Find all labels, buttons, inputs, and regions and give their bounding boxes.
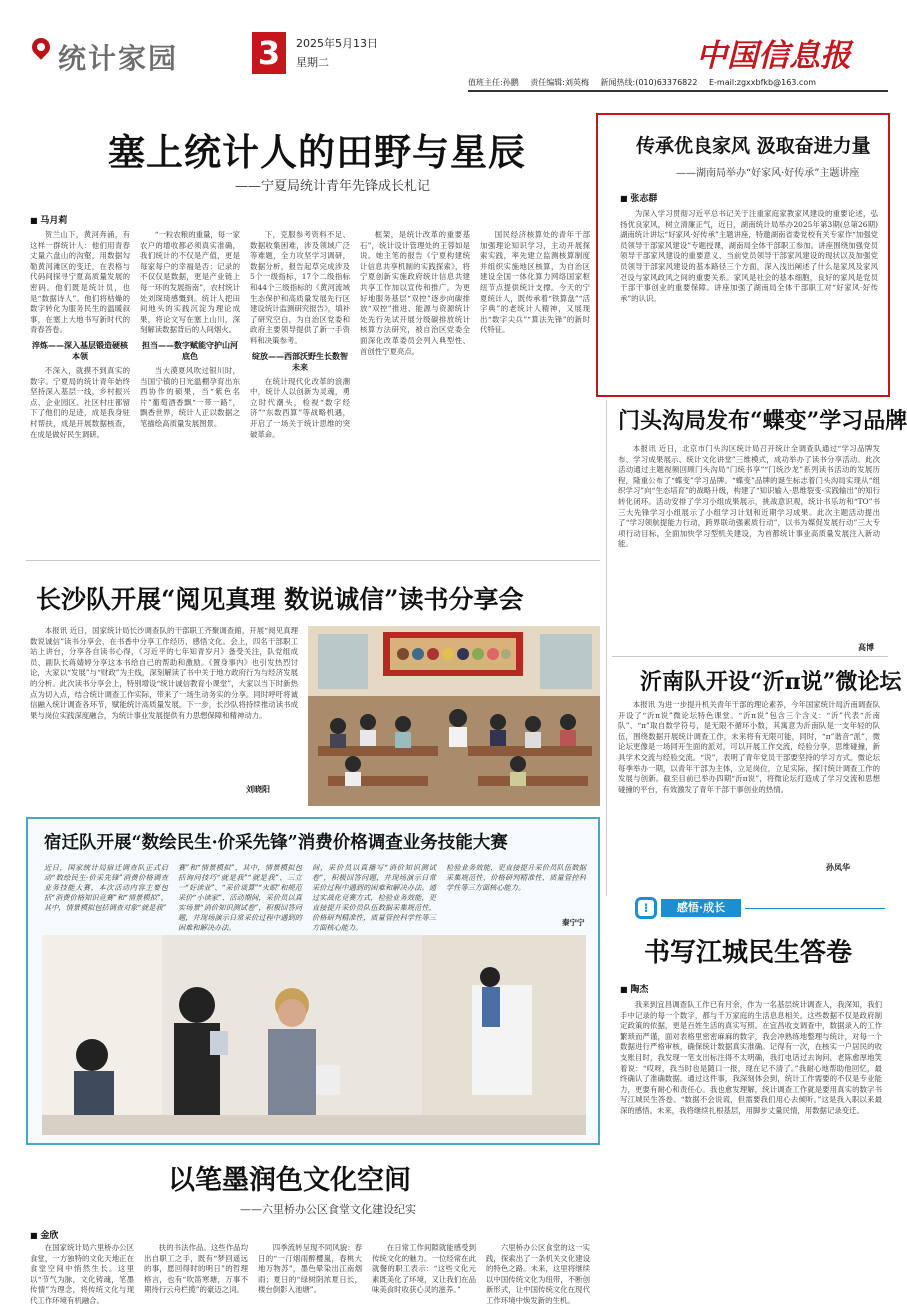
duty-editor: 值班主任:孙鹏 — [468, 78, 519, 87]
editor-bar — [468, 76, 888, 92]
editor: 责任编辑:刘英梅 — [530, 78, 589, 87]
changsha-author: 刘晓阳 — [246, 785, 270, 794]
ganshou-article-title: 书写江城民生答卷 — [644, 938, 853, 968]
liuxiqiao-column-2: 扶的书法作品。这些作品均出自职工之手，既有“梦回遥远的事，愿回得时的明日”的哲理格言，也有“吹笛寒塘，万事不期待行云舟栏揽”的豪迈之词。 — [144, 1243, 248, 1295]
lead-column-5 — [480, 230, 590, 540]
mentougou-article-body: 本报讯 近日，北京市门头沟区统计局召开统计全调查队通过“学习品牌发布、学习成果展示、统计文化讲堂”三维模式，成功举办了读书分享活动。此次活动通过主题视频回顾门头沟局“门统书享”“门统沙龙”系列读书活动的发展历程，隆重公布了“蝶变”学习品牌。“蝶变”品牌的诞生标志着门头沟局实现从“组织学习”向“生态培育”的战略升级，构建了“知识输入-思维裂变-实践输出”的知行转化闭环。活动安排了学习小组成果展示，挑战意识观，统计书乐坊和“TO”书三大先锋学习小组展示了小组学习计划和近期学习成果。此次主题活动提出了“学习领航提能力行动，跨界联动强素质行动”，以书为媒促发展行动”三大专项行动目标，全面加快学习型机关建设，为首都统计事业高质量发展注入新动能。 — [618, 444, 880, 549]
news-hotline: 新闻热线:(010)63376822 — [600, 78, 698, 87]
changsha-photo — [308, 626, 600, 806]
suqian-column-3: 间，采价员以真播写“消价知识测试卷”，积极回答问题，并现场演示日常采价过程中遇到的困难和解决办法。通过实战化竞赛方式，检验业务效能，更直接提升采价员队伍数据采集规范性，价格研判精准性，质量管控科学性等三方面核心能力。 — [312, 863, 436, 932]
ganshou-article-body: 我来到宜昌调查队工作已有月余，作为一名基层统计调查人，我深知，我们手中记录的每一个数字，都与千万家庭的生活息息相关。这些数据不仅是政府制定政策的依据，更是百姓生活的真实写照。在宜昌收支调查中，数据录入的工作繁琐而严谨，面对表格里密密麻麻的数字，我会冲熟练地整理与统计，对每一个数据进行严格审核，确保统计数据真实准确。记得有一次，在核实一户居民的收支账目时，我发现一笔支出标注得不太明确，我打电话过去询问，老陈愈厚地笑着说：“哎呀，我当时也是随口一报，现在记不清了。”我耐心地帮助他回忆，最终确认了准确数据。通过这件事，我深刻体会到，统计工作需要的不仅是专业能力，更要有耐心和责任心。我也愈发理解，统计调查工作就是要用真实的数字书写江城民生答卷。“数据不会说谎，但需要我们用心去倾听。”这是我入职以来最深的感悟。未来，我将继续扎根基层，用脚步丈量民情，用数据记录变迁。 — [620, 1000, 882, 1115]
featured-article-body: 为深入学习贯彻习近平总书记关于注重家庭家教家风建设的重要论述，弘扬优良家风，树立清廉正气，近日，湖南统计局举办2025年第3期(总第26期)湖南统计讲坛“好家风·好传承”主题讲座，特邀湖南省委党校有关专家作“加强党员领导干部家风建设”专题授课，湖南局全体干部职工参加。讲座围绕加强党员领导干部家风建设的重要意义、当前党员领导干部家风建设的现状以及加强党员领导干部家风建设的基本路径三个方面，深入浅出阐述了什么是家风及家风건设与家风政风之间的重要关系。家风是社会的基本细胞，良好的家风是党员干部干事创业的重要保障。讲座加强了湖南局全体干部职工对“好家风·好传承”的认识。 — [620, 209, 878, 303]
lead-article-byline: ■ 马月莉 — [30, 213, 67, 226]
liuxiqiao-article-subtitle: ——六里桥办公区食堂文化建设纪实 — [240, 1203, 416, 1216]
liuxiqiao-column-5: 六里桥办公区食堂的这一实践，探索出了一条机关文化建设的特色之路。未来，这里将继续以中国传统文化为纽带，不断创新形式，让中国传统文化在现代工作环境中焕发新的生机。 — [486, 1243, 590, 1305]
lead-column-3 — [250, 230, 350, 540]
lead-paragraph: 框架，是统计改革的重要基石”，统计设计管理处的王蓉如是说。她主笔的报告《宁夏构建统计信息共享机制的实践探索》，将宁夏创新实施政府统计信息共建共享工作加以宣传和推广。为更好地服务基层“双控”逐步向碳排放“双控”推进、能源与资源统计处先行先试开展分级碳排放统计核算方法研究，被自治区党委全面深化改革委员会列入典型性、首创性宁夏亮点。 — [360, 230, 470, 356]
column-divider — [606, 400, 607, 896]
lead-article-subtitle: ——宁夏局统计青年先锋成长札记 — [235, 179, 431, 194]
suqian-column-1: 近日，国家统计局宿迁调查队正式启动“数绘民生·价采先锋”消费价格调查业务技能大赛，本次活动内容主要包括“消费价格知识竞赛”和“情景模拟”，其中，情景模拟包括调查对象“就是我” — [44, 863, 168, 912]
lead-paragraph: 在统计现代化改革的浪潮中，统计人以创新为灵魂，勇立时代潮头，检视“数字经济”“东数西算”等战略机遇，开启了一场关于统计思维的突破革命。 — [250, 376, 350, 439]
featured-article-byline: ■ 张志群 — [620, 191, 657, 204]
changsha-article-body: 本报讯 近日，国家统计局长沙调查队的干部职工齐聚调查館，开展“阅见真理 数说诚信”读书分享会，在书香中分享工作经历、感悟文化。会上，四名干部职工站上讲台，分享各自读书心得，《习近平的七年知青岁月》备受关注，队党组成员、副队长蒋婧婷分享这本书给自己的帮助和激励。《置身事内》也引发热烈讨论，大家以“发展”与“财政”为主线，深刻解读了书中关于地方政府行为与经济发展的分析。此次读书分享会上，特别增设“统计诚信教育小课堂”，大家以当下时新热点为切入点，结合统计调查工作实际，带来了一场生动务实的分享。同时呼吁将诚信融入统计调查各环节，赋能统计高质量发展。下一步，长沙队将持续推动读书成果与岗位实践深度融合，为统计事业发展提供有力思想保障和精神动力。 — [30, 626, 298, 720]
lead-paragraph: “一粒农粮的重量，每一家农户的增收都必须真实准确，我们统计的不仅是产值，更是每家每户的幸福是否：记录的不仅仅是数据，更是产业链上每一环的发展指南”，农村统计处刘琛琦感慨到。统计人把田间地头的实践沉淀为理论成果，将论文写在塞上山川，深刻解读数据背后的人间烟火。 — [140, 230, 240, 335]
liuxiqiao-column-4: 在日常工作间隙就能感受到传统文化的魅力。一位经常在此就餐的职工表示：“这些文化元素既美化了环境，又让我们在品味美食时收获心灵的滋养。” — [372, 1243, 476, 1295]
lead-section-head: 担当——数字赋能守护山河底色 — [142, 340, 238, 361]
suqian-article-box — [26, 817, 600, 1145]
lead-column-4 — [360, 230, 470, 540]
lead-article-title: 塞上统计人的田野与星辰 — [108, 130, 526, 174]
liuxiqiao-article-byline: ■ 金欣 — [30, 1228, 58, 1241]
newspaper-masthead: 中国信息报 — [696, 38, 851, 74]
liuxiqiao-column-1: 在国家统计局六里桥办公区食堂，一方独特的文化天地正在食堂空间中悄然生长。这里以“节气为脉，文化铸魂，笔墨传情”为理念，将传统文化与现代工作环境有机融合。 — [30, 1243, 134, 1305]
lead-section-head: 绽放——西部沃野生长数智未来 — [252, 351, 348, 372]
yinan-author: 孙凤华 — [826, 863, 850, 872]
mentougou-article-title: 门头沟局发布“蝶变”学习品牌 — [618, 408, 907, 434]
price-survey-photo — [42, 935, 586, 1135]
column-tag-label: 感悟·成长 — [661, 899, 741, 917]
lead-column-2 — [140, 230, 240, 540]
suqian-column-4: 检验业务效能，更直接提升采价员队伍数据采集规范性、价格研判精准性、质量管控科学性等三方面核心能力。 — [446, 863, 586, 892]
lead-section-head: 淬炼——深入基层锻造硬核本领 — [32, 340, 128, 361]
lead-paragraph: 贺兰山下，黄河奔涌，有这样一群统计人：他们用青春丈量六盘山的沟壑，用数据勾勒黄河滩区的变迁，在表格与代码间探寻宁夏高质量发展的密码。他们既是统计员，也是“数据诗人”。他们将枯燥的数字转化为服务民生的温暖叙事，在塞上大地书写新时代的青春答卷。 — [30, 230, 130, 335]
page-number-badge: 3 — [252, 32, 286, 74]
liuxiqiao-article-title: 以笔墨润色文化空间 — [168, 1165, 411, 1196]
contact-email: E-mail:zgxxbfkb@163.com — [708, 78, 817, 87]
issue-date: 2025年5月13日 — [296, 37, 378, 50]
suqian-column-2: 赛”和“情景模拟”，其中，情景模拟包括询问技巧“就是我”“就是我”、三立一“好读业”、“采价谈算”“火眼”和规范采价“小读家”、活动期间，采价员以真实场景“消价知识测试卷”，积极回答问题，并现场演示日常采价过程中遇到的困难和解决办法。 — [178, 863, 302, 932]
lead-paragraph: 下，克服参考资料不足、数据收集困难，涉及领域广泛等难题，全力攻坚学习调研，数据分析，报告起草完成涉及5个一级指标，17个二级指标和44个三级指标的《黄河流域生态保护和高质量发展先行区建设统计监测研究报告》，填补了研究空白，为自治区党委和政府主要领导提供了新一手资料和决策参考。 — [250, 230, 350, 345]
lead-paragraph: 国民经济核算处的青年干部加强理论知识学习，主动开展探索实践，率先建立监测核算制度并组织实施地区核算，为自治区建设全国一体化算力网络国家枢纽节点提供统计支撑。今天的宁夏统计人，既传承着“铁算盘”“活字典”的老统计人精神，又展现出“数字尖兵”“算法先锋”的新时代特征。 — [480, 230, 590, 335]
mentougou-author: 高博 — [858, 643, 874, 652]
lead-column-1 — [30, 230, 130, 540]
yinan-article-title: 沂南队开设“沂π说”微论坛 — [640, 669, 902, 695]
section-divider — [26, 560, 600, 561]
lead-paragraph: 不深入，就摸不到真实的数字。宁夏局的统计青年始终坚持深入基层一线，乡村振兴点、企业园区、社区村庄都留下了他们的足迹，成是我身驻村帮扶，成是开展数据核查，在成是做好民生调研。 — [30, 365, 130, 439]
featured-article-box — [596, 113, 890, 397]
changsha-article-title: 长沙队开展“阅见真理 数说诚信”读书分享会 — [36, 585, 524, 614]
suqian-article-title: 宿迁队开展“数绘民生·价采先锋”消费价格调查业务技能大赛 — [44, 833, 508, 853]
column-tag-icon: ⁝ — [635, 897, 657, 919]
section-name: 统计家园 — [58, 42, 179, 75]
location-pin-icon — [32, 38, 50, 60]
ganshou-article-byline: ■ 陶杰 — [620, 982, 648, 995]
featured-article-subtitle: ——湖南局举办“好家风·好传承”主题讲座 — [676, 168, 860, 179]
yinan-article-body: 本报讯 为进一步提升机关青年干部的理论素养，今年国家统计局沂南调查队开设了“沂π说”微论坛特色课堂。“沂π说”包含三个含义：“沂”代表“沂南队”、“π”取自数学符号，是无限不循环小数，其寓意为沂南队是一支年轻的队伍，围绕数据开展统计调查工作，未来将有无限可能，同时，“π”谐音“派”，微论坛更像是一场同开生面的派对，可以开展工作交流，经验分享，思维碰撞，新具学术交流与经验交流。“说”，表明了青年党员干部要坚持的学习方式。微论坛每季举办一期，以青年干部为主体，立足岗位，立足实际，探讨统计调查工作的发展与创新。截至目前已举办四期“沂π说”，将微论坛打造成了学习交流和思想碰撞的平台，有效激发了青年干部干事创业的热情。 — [618, 700, 880, 794]
featured-article-title: 传承优良家风 汲取奋进力量 — [636, 135, 871, 157]
column-tag — [635, 897, 885, 921]
suqian-author: 秦宁宁 — [562, 918, 585, 927]
lead-paragraph: 当大漠夏风吹过银川时，当国宁镇的日光温棚孕育出东西协作的硕果，当“紫色名片”葡萄酒香飘“一带一路”，飘香世界，统计人正以数据之笔描绘高质量发展图景。 — [140, 365, 240, 428]
issue-weekday: 星期二 — [296, 56, 329, 69]
reading-session-photo — [308, 626, 600, 806]
liuxiqiao-column-3: 四季流转呈现不同风貌：春日的“一汀烟雨醉樱嵐，春桃大地万物苏”，墨色晕染出江南烟雨；夏日的“绿树阴浓夏日长，楼台倒影入池塘”。 — [258, 1243, 362, 1295]
section-divider — [612, 656, 888, 657]
page-header — [0, 0, 900, 92]
column-tag-rule — [745, 908, 885, 909]
suqian-photo — [42, 935, 586, 1135]
